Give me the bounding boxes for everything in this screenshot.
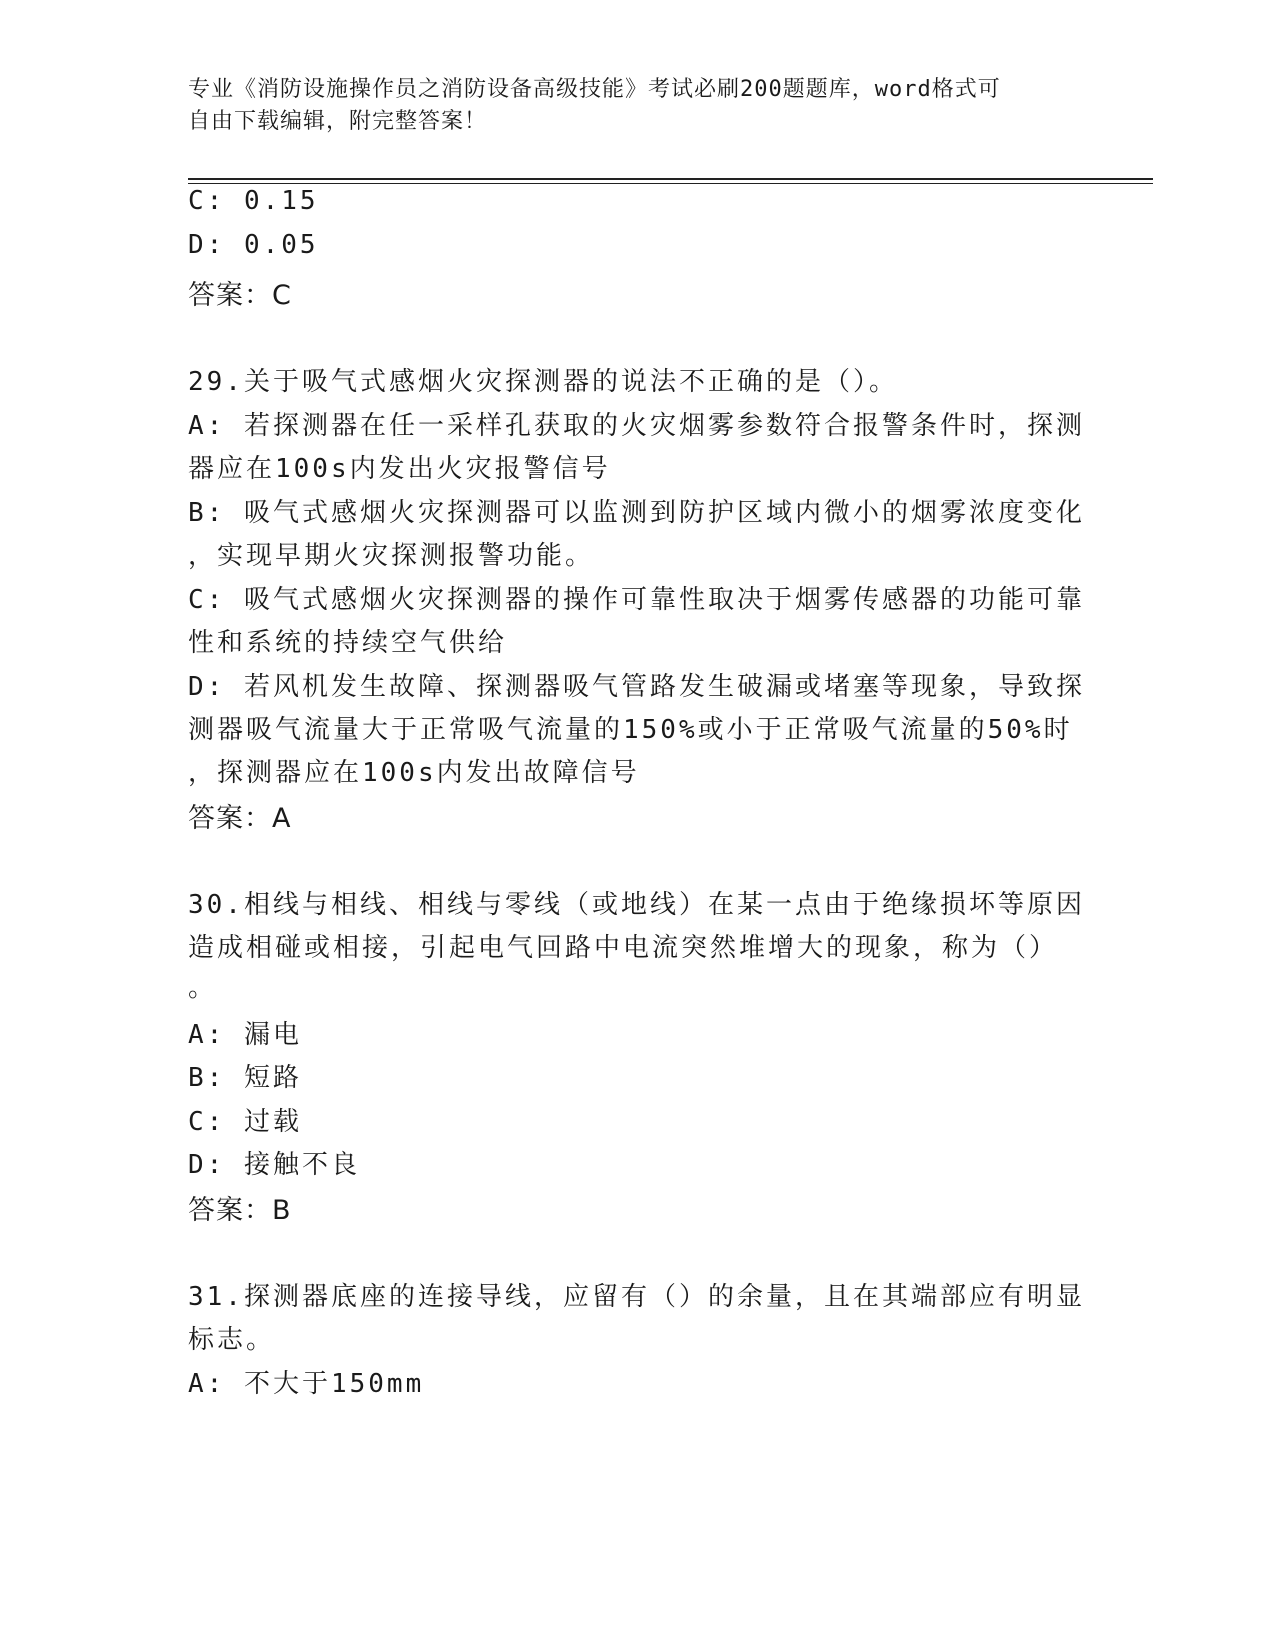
header-divider-thick [188, 178, 1153, 180]
q29-stem: 29.关于吸气式感烟火灾探测器的说法不正确的是（）。 [188, 367, 898, 397]
q29-option-a-line-2: 器应在100s内发出火灾报警信号 [188, 454, 611, 484]
q30-option-c: C: 过载 [188, 1107, 302, 1137]
header-line-1: 专业《消防设施操作员之消防设备高级技能》考试必刷200题题库，word格式可 [188, 77, 1001, 102]
q29-option-a-line-1: A: 若探测器在任一采样孔获取的火灾烟雾参数符合报警条件时，探测 [188, 411, 1085, 441]
q29-option-d-line-3: ，探测器应在100s内发出故障信号 [188, 758, 640, 788]
q29-option-b-line-2: ，实现早期火灾探测报警功能。 [188, 541, 595, 571]
header-divider-thin [188, 183, 1153, 184]
q30-stem-line-3: 。 [188, 973, 218, 1003]
document-header [188, 74, 1088, 138]
q30-answer: 答案：B [188, 1195, 292, 1226]
q30-option-b: B: 短路 [188, 1063, 302, 1093]
q28-answer: 答案：C [188, 280, 292, 311]
q31-stem-line-1: 31.探测器底座的连接导线，应留有（）的余量，且在其端部应有明显 [188, 1282, 1085, 1312]
q29-option-c-line-1: C: 吸气式感烟火灾探测器的操作可靠性取决于烟雾传感器的功能可靠 [188, 585, 1085, 615]
q30-option-d: D: 接触不良 [188, 1150, 360, 1180]
q29-option-c-line-2: 性和系统的持续空气供给 [188, 628, 508, 658]
q31-stem-line-2: 标志。 [188, 1325, 276, 1355]
q31-option-a: A: 不大于150mm [188, 1369, 425, 1399]
q29-option-d-line-1: D: 若风机发生故障、探测器吸气管路发生破漏或堵塞等现象，导致探 [188, 672, 1085, 702]
q30-stem-line-2: 造成相碰或相接，引起电气回路中电流突然堆增大的现象，称为（） [188, 933, 1059, 963]
header-line-2: 自由下载编辑，附完整答案！ [188, 109, 488, 134]
q30-stem-line-1: 30.相线与相线、相线与零线（或地线）在某一点由于绝缘损坏等原因 [188, 890, 1085, 920]
q29-option-d-line-2: 测器吸气流量大于正常吸气流量的150%或小于正常吸气流量的50%时 [188, 715, 1073, 745]
q28-option-c: C: 0.15 [188, 186, 319, 216]
q29-answer: 答案：A [188, 803, 292, 834]
q29-option-b-line-1: B: 吸气式感烟火灾探测器可以监测到防护区域内微小的烟雾浓度变化 [188, 498, 1085, 528]
q28-option-d: D: 0.05 [188, 230, 319, 260]
q30-option-a: A: 漏电 [188, 1020, 302, 1050]
